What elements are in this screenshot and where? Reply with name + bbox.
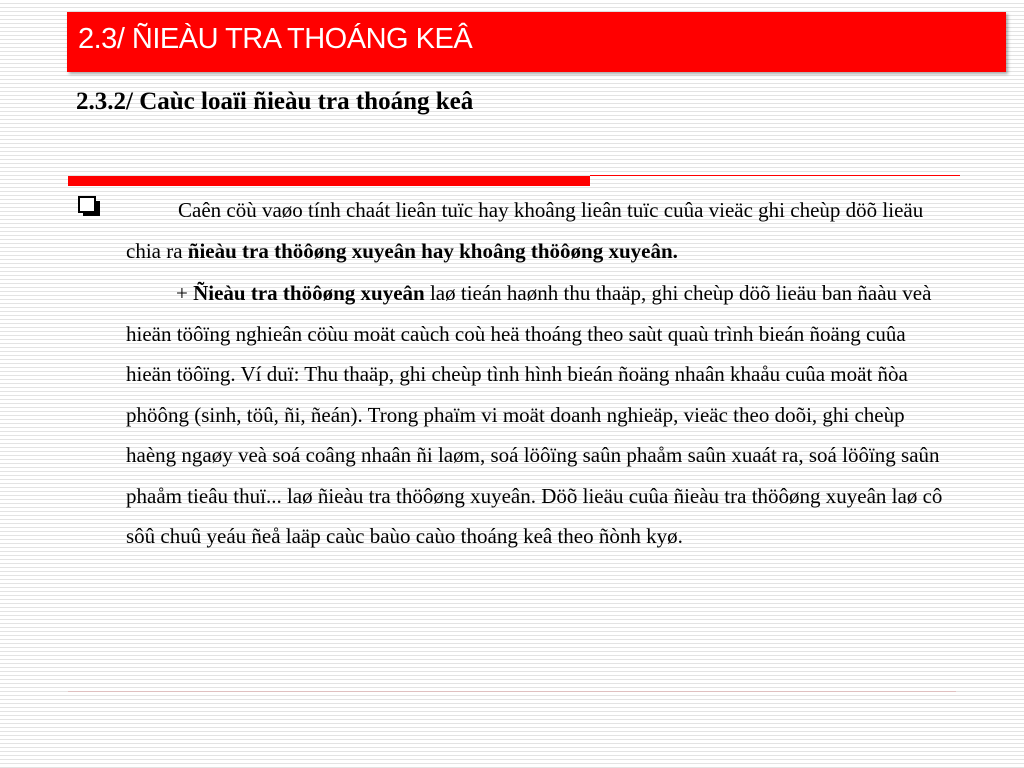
red-divider-bar <box>68 176 590 186</box>
paragraph-bold-text: ñieàu tra thöôøng xuyeân hay khoâng thöôøng xuyeân. <box>187 238 678 263</box>
paragraph-lead-text: Caên cöù vaøo tính chaát lieân tuïc hay khoâng lieân tuïc cuûa vieäc ghi cheùp döõ lieäu chia ra <box>126 198 924 263</box>
slide-subtitle: 2.3.2/ Caùc loaïi ñieàu tra thoáng keâ <box>76 88 474 115</box>
bottom-divider-line <box>68 691 956 692</box>
title-bar <box>67 12 1006 72</box>
paragraph-body-text: laø tieán haønh thu thaäp, ghi cheùp döõ lieäu ban ñaàu veà hieän töôïng nghieân cöùu moät caùch coù heä thoáng theo saùt quaù trình bieán ñoäng cuûa hieän töôïng. Ví duï: Thu thaäp, ghi cheùp tình hình bieán ñoäng nhaân khaåu cuûa moät ñòa phöông (sinh, töû, ñi, ñeán). Trong phaïm vi moät doanh nghieäp, vieäc theo doõi, ghi cheùp haèng ngaøy veà soá coâng nhaân ñi laøm, soá löôïng saûn phaåm saûn xuaát ra, soá löôïng saûn phaåm tieâu thuï... laø ñieàu tra thöôøng xuyeân. Döõ lieäu cuûa ñieàu tra thöôøng xuyeân laø cô sôû chuû yeáu ñeå laäp caùc baùo caùo thoáng keâ theo ñònh kyø. <box>126 281 943 548</box>
slide-body <box>126 190 956 557</box>
thin-divider-line <box>590 175 960 176</box>
paragraph-regular-survey <box>126 273 956 557</box>
paragraph-definition <box>126 190 956 271</box>
paragraph-term: Ñieàu tra thöôøng xuyeân <box>193 281 425 305</box>
checkbox-bullet-icon <box>78 196 101 217</box>
paragraph-prefix: + <box>176 281 194 305</box>
slide-title: 2.3/ ÑIEÀU TRA THOÁNG KEÂ <box>78 23 473 55</box>
